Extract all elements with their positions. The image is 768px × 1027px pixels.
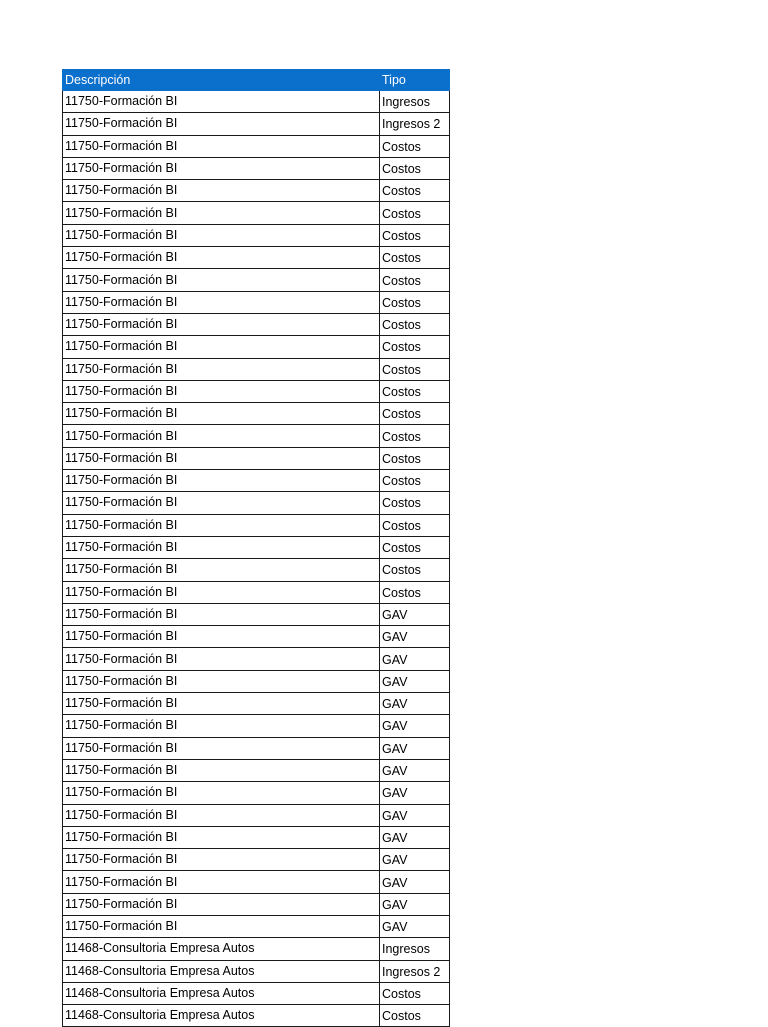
cell-tipo: GAV	[380, 737, 450, 759]
table-row	[63, 514, 450, 536]
cell-descripcion: 11750-Formación BI	[63, 425, 380, 447]
cell-tipo: GAV	[380, 849, 450, 871]
cell-tipo: Ingresos 2	[380, 113, 450, 135]
table-row	[63, 470, 450, 492]
cell-descripcion: 11750-Formación BI	[63, 804, 380, 826]
cell-descripcion: 11468-Consultoria Empresa Autos	[63, 1005, 380, 1027]
cell-tipo: Costos	[380, 180, 450, 202]
cell-descripcion: 11750-Formación BI	[63, 693, 380, 715]
cell-descripcion: 11750-Formación BI	[63, 336, 380, 358]
cell-tipo: Costos	[380, 358, 450, 380]
cell-tipo: GAV	[380, 893, 450, 915]
cell-descripcion: 11750-Formación BI	[63, 782, 380, 804]
cell-descripcion: 11750-Formación BI	[63, 492, 380, 514]
table-row	[63, 447, 450, 469]
cell-tipo: Costos	[380, 581, 450, 603]
table-row	[63, 336, 450, 358]
cell-tipo: Costos	[380, 247, 450, 269]
cell-tipo: Costos	[380, 380, 450, 402]
cell-descripcion: 11750-Formación BI	[63, 313, 380, 335]
table-row	[63, 559, 450, 581]
table-row	[63, 603, 450, 625]
cell-tipo: GAV	[380, 603, 450, 625]
table-row	[63, 202, 450, 224]
cell-descripcion: 11750-Formación BI	[63, 403, 380, 425]
cell-descripcion: 11750-Formación BI	[63, 269, 380, 291]
cell-tipo: GAV	[380, 693, 450, 715]
table-row	[63, 626, 450, 648]
table-row	[63, 782, 450, 804]
cell-descripcion: 11750-Formación BI	[63, 358, 380, 380]
cell-tipo: Costos	[380, 202, 450, 224]
cell-descripcion: 11750-Formación BI	[63, 247, 380, 269]
cell-tipo: Costos	[380, 336, 450, 358]
table-row	[63, 425, 450, 447]
cell-tipo: Costos	[380, 447, 450, 469]
table-row	[63, 737, 450, 759]
cell-descripcion: 11750-Formación BI	[63, 871, 380, 893]
cell-descripcion: 11750-Formación BI	[63, 470, 380, 492]
cell-descripcion: 11750-Formación BI	[63, 715, 380, 737]
cell-tipo: GAV	[380, 826, 450, 848]
table-row	[63, 871, 450, 893]
table-row	[63, 313, 450, 335]
cell-tipo: Costos	[380, 135, 450, 157]
cell-tipo: Costos	[380, 224, 450, 246]
data-table	[62, 69, 450, 1027]
cell-descripcion: 11750-Formación BI	[63, 536, 380, 558]
table-row	[63, 826, 450, 848]
cell-descripcion: 11750-Formación BI	[63, 915, 380, 937]
cell-tipo: Costos	[380, 559, 450, 581]
table-row	[63, 492, 450, 514]
cell-tipo: Costos	[380, 470, 450, 492]
cell-descripcion: 11750-Formación BI	[63, 514, 380, 536]
table-row	[63, 180, 450, 202]
cell-descripcion: 11468-Consultoria Empresa Autos	[63, 982, 380, 1004]
table-row	[63, 670, 450, 692]
cell-descripcion: 11750-Formación BI	[63, 893, 380, 915]
table-row	[63, 536, 450, 558]
cell-tipo: GAV	[380, 670, 450, 692]
table-row	[63, 938, 450, 960]
cell-descripcion: 11468-Consultoria Empresa Autos	[63, 938, 380, 960]
cell-tipo: Costos	[380, 982, 450, 1004]
cell-tipo: GAV	[380, 759, 450, 781]
cell-descripcion: 11750-Formación BI	[63, 202, 380, 224]
table-row	[63, 224, 450, 246]
cell-tipo: GAV	[380, 804, 450, 826]
cell-descripcion: 11750-Formación BI	[63, 670, 380, 692]
header-descripcion: Descripción	[63, 70, 380, 91]
cell-descripcion: 11750-Formación BI	[63, 603, 380, 625]
table-row	[63, 693, 450, 715]
cell-descripcion: 11750-Formación BI	[63, 849, 380, 871]
cell-tipo: GAV	[380, 871, 450, 893]
table-row	[63, 135, 450, 157]
table-row	[63, 91, 450, 113]
cell-tipo: Costos	[380, 1005, 450, 1027]
cell-descripcion: 11750-Formación BI	[63, 648, 380, 670]
table-row	[63, 581, 450, 603]
cell-descripcion: 11750-Formación BI	[63, 291, 380, 313]
table-row	[63, 157, 450, 179]
cell-tipo: Costos	[380, 269, 450, 291]
table-row	[63, 291, 450, 313]
cell-tipo: Costos	[380, 403, 450, 425]
cell-descripcion: 11750-Formación BI	[63, 135, 380, 157]
table-row	[63, 849, 450, 871]
table-row	[63, 804, 450, 826]
table-row	[63, 269, 450, 291]
cell-descripcion: 11750-Formación BI	[63, 581, 380, 603]
table-row	[63, 403, 450, 425]
cell-descripcion: 11468-Consultoria Empresa Autos	[63, 960, 380, 982]
cell-tipo: Costos	[380, 425, 450, 447]
cell-tipo: Costos	[380, 492, 450, 514]
table-row	[63, 648, 450, 670]
cell-descripcion: 11750-Formación BI	[63, 224, 380, 246]
table-row	[63, 759, 450, 781]
table-row	[63, 893, 450, 915]
cell-descripcion: 11750-Formación BI	[63, 447, 380, 469]
cell-tipo: GAV	[380, 626, 450, 648]
cell-descripcion: 11750-Formación BI	[63, 737, 380, 759]
cell-tipo: GAV	[380, 648, 450, 670]
table-row	[63, 715, 450, 737]
table-row	[63, 960, 450, 982]
cell-descripcion: 11750-Formación BI	[63, 826, 380, 848]
table-row	[63, 247, 450, 269]
table-row	[63, 380, 450, 402]
cell-tipo: GAV	[380, 782, 450, 804]
cell-descripcion: 11750-Formación BI	[63, 626, 380, 648]
cell-tipo: Ingresos 2	[380, 960, 450, 982]
cell-descripcion: 11750-Formación BI	[63, 759, 380, 781]
table-row	[63, 113, 450, 135]
cell-descripcion: 11750-Formación BI	[63, 157, 380, 179]
cell-descripcion: 11750-Formación BI	[63, 180, 380, 202]
table-row	[63, 915, 450, 937]
cell-descripcion: 11750-Formación BI	[63, 559, 380, 581]
table-row	[63, 982, 450, 1004]
cell-tipo: Costos	[380, 291, 450, 313]
cell-descripcion: 11750-Formación BI	[63, 91, 380, 113]
cell-tipo: Costos	[380, 514, 450, 536]
cell-tipo: GAV	[380, 915, 450, 937]
table-row	[63, 358, 450, 380]
cell-tipo: Costos	[380, 313, 450, 335]
cell-tipo: Costos	[380, 536, 450, 558]
header-row	[63, 70, 450, 91]
cell-tipo: Ingresos	[380, 938, 450, 960]
cell-descripcion: 11750-Formación BI	[63, 380, 380, 402]
cell-tipo: Costos	[380, 157, 450, 179]
cell-tipo: Ingresos	[380, 91, 450, 113]
header-tipo: Tipo	[380, 70, 450, 91]
cell-tipo: GAV	[380, 715, 450, 737]
cell-descripcion: 11750-Formación BI	[63, 113, 380, 135]
